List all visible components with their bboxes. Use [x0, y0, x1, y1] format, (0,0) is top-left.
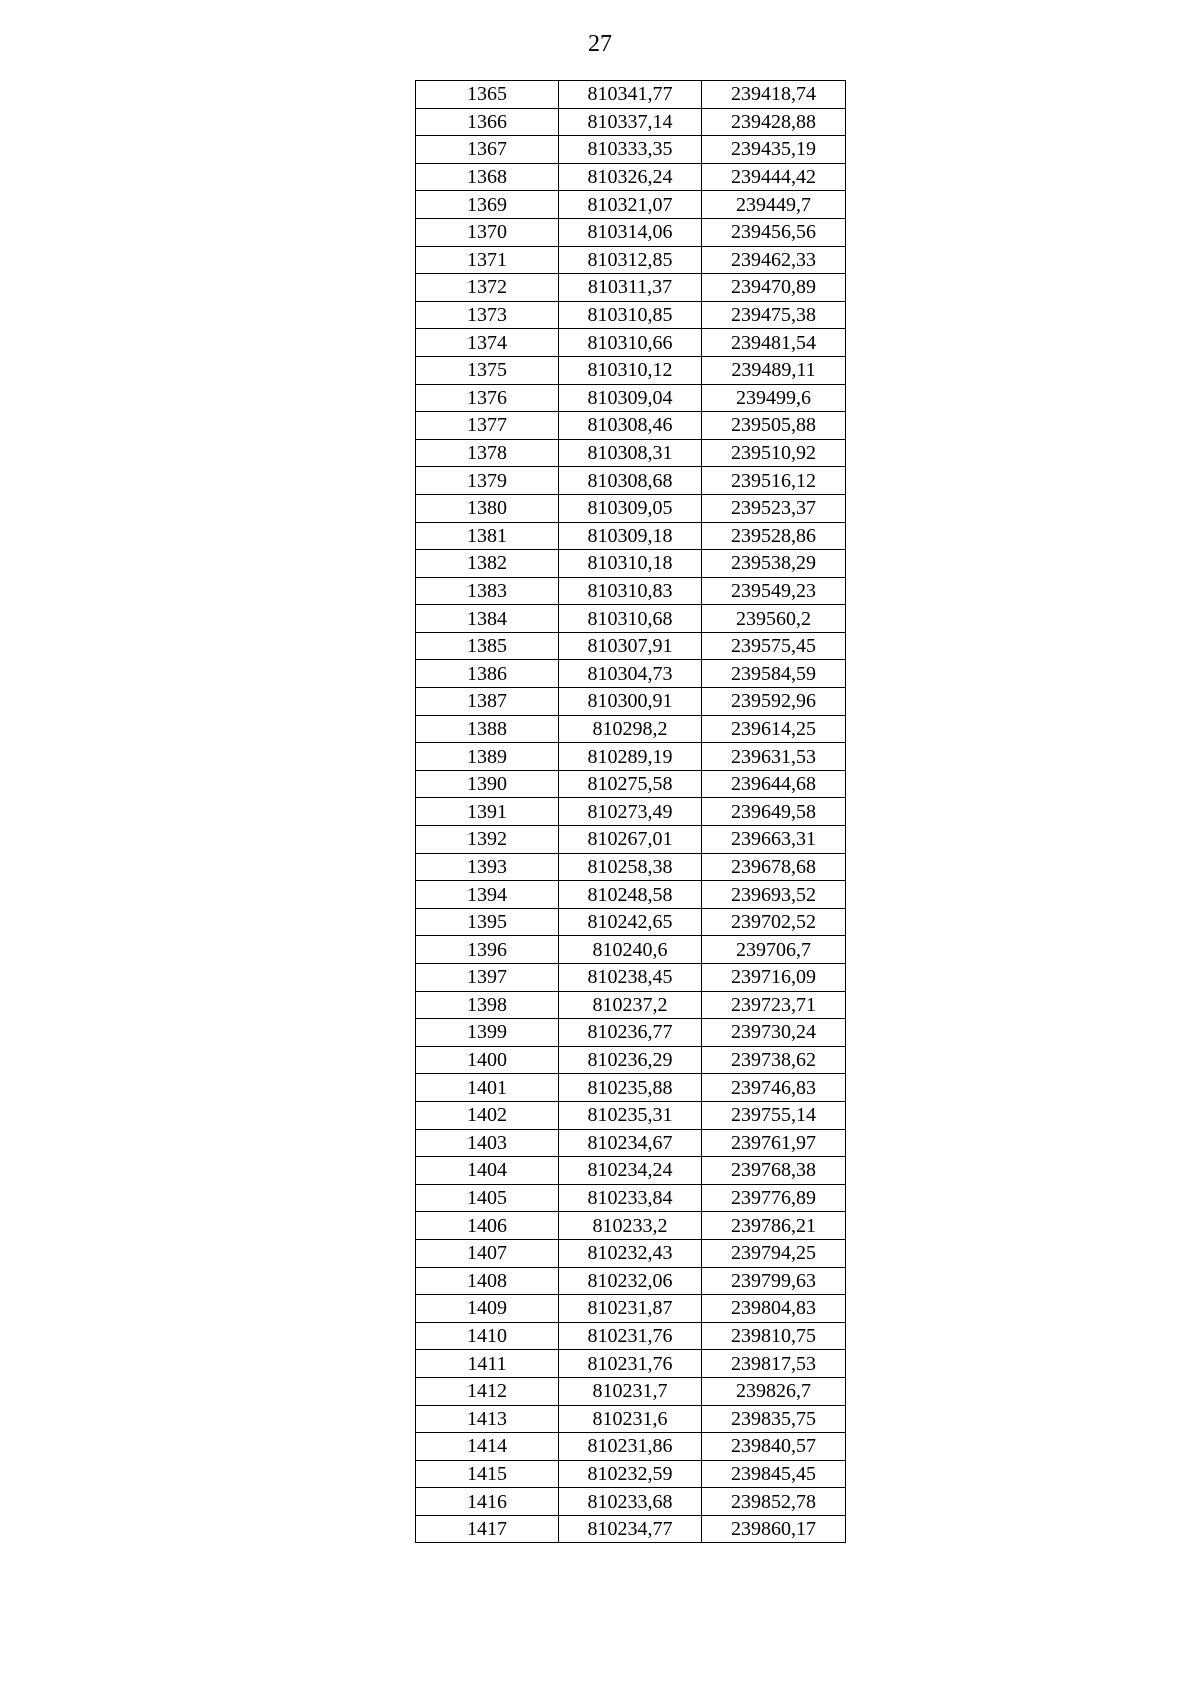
y-coordinate-cell: 239462,33	[702, 246, 846, 274]
table-row	[416, 384, 846, 412]
table-row	[416, 577, 846, 605]
y-coordinate-cell: 239716,09	[702, 964, 846, 992]
x-coordinate-cell: 810310,83	[559, 577, 702, 605]
y-coordinate-cell: 239475,38	[702, 301, 846, 329]
x-coordinate-cell: 810314,06	[559, 218, 702, 246]
table-row	[416, 1350, 846, 1378]
x-coordinate-cell: 810234,24	[559, 1157, 702, 1185]
y-coordinate-cell: 239845,45	[702, 1460, 846, 1488]
table-row	[416, 191, 846, 219]
point-number-cell: 1397	[416, 964, 559, 992]
x-coordinate-cell: 810236,29	[559, 1046, 702, 1074]
point-number-cell: 1367	[416, 136, 559, 164]
point-number-cell: 1365	[416, 81, 559, 109]
page-number: 27	[588, 31, 612, 57]
x-coordinate-cell: 810321,07	[559, 191, 702, 219]
point-number-cell: 1393	[416, 853, 559, 881]
x-coordinate-cell: 810240,6	[559, 936, 702, 964]
x-coordinate-cell: 810337,14	[559, 108, 702, 136]
point-number-cell: 1404	[416, 1157, 559, 1185]
y-coordinate-cell: 239835,75	[702, 1405, 846, 1433]
table-row	[416, 246, 846, 274]
y-coordinate-cell: 239799,63	[702, 1267, 846, 1295]
y-coordinate-cell: 239516,12	[702, 467, 846, 495]
y-coordinate-cell: 239810,75	[702, 1322, 846, 1350]
point-number-cell: 1400	[416, 1046, 559, 1074]
table-row	[416, 1074, 846, 1102]
x-coordinate-cell: 810234,67	[559, 1129, 702, 1157]
y-coordinate-cell: 239481,54	[702, 329, 846, 357]
point-number-cell: 1390	[416, 770, 559, 798]
table-row	[416, 1433, 846, 1461]
x-coordinate-cell: 810307,91	[559, 632, 702, 660]
x-coordinate-cell: 810232,06	[559, 1267, 702, 1295]
x-coordinate-cell: 810233,68	[559, 1488, 702, 1516]
y-coordinate-cell: 239489,11	[702, 356, 846, 384]
point-number-cell: 1402	[416, 1101, 559, 1129]
table-row	[416, 1019, 846, 1047]
x-coordinate-cell: 810309,18	[559, 522, 702, 550]
y-coordinate-cell: 239663,31	[702, 826, 846, 854]
point-number-cell: 1370	[416, 218, 559, 246]
y-coordinate-cell: 239817,53	[702, 1350, 846, 1378]
x-coordinate-cell: 810236,77	[559, 1019, 702, 1047]
y-coordinate-cell: 239584,59	[702, 660, 846, 688]
point-number-cell: 1401	[416, 1074, 559, 1102]
x-coordinate-cell: 810309,05	[559, 494, 702, 522]
x-coordinate-cell: 810258,38	[559, 853, 702, 881]
point-number-cell: 1374	[416, 329, 559, 357]
table-row	[416, 301, 846, 329]
y-coordinate-cell: 239693,52	[702, 881, 846, 909]
y-coordinate-cell: 239768,38	[702, 1157, 846, 1185]
point-number-cell: 1366	[416, 108, 559, 136]
table-row	[416, 439, 846, 467]
x-coordinate-cell: 810308,46	[559, 412, 702, 440]
table-row	[416, 1129, 846, 1157]
point-number-cell: 1382	[416, 550, 559, 578]
point-number-cell: 1403	[416, 1129, 559, 1157]
point-number-cell: 1412	[416, 1377, 559, 1405]
x-coordinate-cell: 810310,18	[559, 550, 702, 578]
x-coordinate-cell: 810312,85	[559, 246, 702, 274]
point-number-cell: 1377	[416, 412, 559, 440]
table-row	[416, 1184, 846, 1212]
table-row	[416, 715, 846, 743]
point-number-cell: 1372	[416, 274, 559, 302]
point-number-cell: 1413	[416, 1405, 559, 1433]
table-row	[416, 218, 846, 246]
y-coordinate-cell: 239706,7	[702, 936, 846, 964]
table-row	[416, 1295, 846, 1323]
y-coordinate-cell: 239418,74	[702, 81, 846, 109]
x-coordinate-cell: 810310,85	[559, 301, 702, 329]
x-coordinate-cell: 810310,68	[559, 605, 702, 633]
table-row	[416, 936, 846, 964]
y-coordinate-cell: 239456,56	[702, 218, 846, 246]
y-coordinate-cell: 239678,68	[702, 853, 846, 881]
y-coordinate-cell: 239444,42	[702, 163, 846, 191]
x-coordinate-cell: 810231,86	[559, 1433, 702, 1461]
y-coordinate-cell: 239614,25	[702, 715, 846, 743]
point-number-cell: 1411	[416, 1350, 559, 1378]
table-row	[416, 136, 846, 164]
x-coordinate-cell: 810248,58	[559, 881, 702, 909]
point-number-cell: 1371	[416, 246, 559, 274]
x-coordinate-cell: 810341,77	[559, 81, 702, 109]
y-coordinate-cell: 239649,58	[702, 798, 846, 826]
x-coordinate-cell: 810234,77	[559, 1515, 702, 1543]
point-number-cell: 1414	[416, 1433, 559, 1461]
x-coordinate-cell: 810231,76	[559, 1322, 702, 1350]
point-number-cell: 1368	[416, 163, 559, 191]
y-coordinate-cell: 239723,71	[702, 991, 846, 1019]
y-coordinate-cell: 239644,68	[702, 770, 846, 798]
point-number-cell: 1405	[416, 1184, 559, 1212]
x-coordinate-cell: 810308,31	[559, 439, 702, 467]
point-number-cell: 1416	[416, 1488, 559, 1516]
x-coordinate-cell: 810267,01	[559, 826, 702, 854]
table-row	[416, 1212, 846, 1240]
table-row	[416, 1460, 846, 1488]
table-row	[416, 798, 846, 826]
point-number-cell: 1378	[416, 439, 559, 467]
x-coordinate-cell: 810232,43	[559, 1239, 702, 1267]
x-coordinate-cell: 810231,6	[559, 1405, 702, 1433]
y-coordinate-cell: 239435,19	[702, 136, 846, 164]
coordinates-table	[415, 80, 846, 1543]
point-number-cell: 1410	[416, 1322, 559, 1350]
y-coordinate-cell: 239560,2	[702, 605, 846, 633]
coordinates-table-body	[416, 81, 846, 1543]
point-number-cell: 1386	[416, 660, 559, 688]
table-row	[416, 274, 846, 302]
y-coordinate-cell: 239449,7	[702, 191, 846, 219]
point-number-cell: 1395	[416, 908, 559, 936]
point-number-cell: 1389	[416, 743, 559, 771]
x-coordinate-cell: 810275,58	[559, 770, 702, 798]
point-number-cell: 1385	[416, 632, 559, 660]
point-number-cell: 1376	[416, 384, 559, 412]
table-row	[416, 356, 846, 384]
table-row	[416, 81, 846, 109]
point-number-cell: 1381	[416, 522, 559, 550]
point-number-cell: 1396	[416, 936, 559, 964]
x-coordinate-cell: 810300,91	[559, 688, 702, 716]
x-coordinate-cell: 810232,59	[559, 1460, 702, 1488]
y-coordinate-cell: 239510,92	[702, 439, 846, 467]
y-coordinate-cell: 239702,52	[702, 908, 846, 936]
table-row	[416, 108, 846, 136]
point-number-cell: 1394	[416, 881, 559, 909]
x-coordinate-cell: 810311,37	[559, 274, 702, 302]
y-coordinate-cell: 239538,29	[702, 550, 846, 578]
table-row	[416, 853, 846, 881]
table-row	[416, 1157, 846, 1185]
point-number-cell: 1409	[416, 1295, 559, 1323]
y-coordinate-cell: 239575,45	[702, 632, 846, 660]
x-coordinate-cell: 810326,24	[559, 163, 702, 191]
x-coordinate-cell: 810231,76	[559, 1350, 702, 1378]
point-number-cell: 1375	[416, 356, 559, 384]
point-number-cell: 1406	[416, 1212, 559, 1240]
point-number-cell: 1407	[416, 1239, 559, 1267]
point-number-cell: 1369	[416, 191, 559, 219]
x-coordinate-cell: 810273,49	[559, 798, 702, 826]
point-number-cell: 1379	[416, 467, 559, 495]
y-coordinate-cell: 239804,83	[702, 1295, 846, 1323]
point-number-cell: 1380	[416, 494, 559, 522]
table-row	[416, 770, 846, 798]
table-row	[416, 467, 846, 495]
x-coordinate-cell: 810231,87	[559, 1295, 702, 1323]
point-number-cell: 1408	[416, 1267, 559, 1295]
x-coordinate-cell: 810231,7	[559, 1377, 702, 1405]
x-coordinate-cell: 810289,19	[559, 743, 702, 771]
y-coordinate-cell: 239631,53	[702, 743, 846, 771]
x-coordinate-cell: 810233,84	[559, 1184, 702, 1212]
x-coordinate-cell: 810238,45	[559, 964, 702, 992]
x-coordinate-cell: 810304,73	[559, 660, 702, 688]
x-coordinate-cell: 810235,88	[559, 1074, 702, 1102]
table-row	[416, 1101, 846, 1129]
table-row	[416, 688, 846, 716]
x-coordinate-cell: 810309,04	[559, 384, 702, 412]
table-row	[416, 1267, 846, 1295]
table-row	[416, 1515, 846, 1543]
x-coordinate-cell: 810333,35	[559, 136, 702, 164]
table-row	[416, 522, 846, 550]
y-coordinate-cell: 239860,17	[702, 1515, 846, 1543]
x-coordinate-cell: 810237,2	[559, 991, 702, 1019]
y-coordinate-cell: 239549,23	[702, 577, 846, 605]
y-coordinate-cell: 239730,24	[702, 1019, 846, 1047]
y-coordinate-cell: 239761,97	[702, 1129, 846, 1157]
y-coordinate-cell: 239776,89	[702, 1184, 846, 1212]
y-coordinate-cell: 239528,86	[702, 522, 846, 550]
y-coordinate-cell: 239505,88	[702, 412, 846, 440]
point-number-cell: 1415	[416, 1460, 559, 1488]
table-row	[416, 660, 846, 688]
table-row	[416, 494, 846, 522]
y-coordinate-cell: 239794,25	[702, 1239, 846, 1267]
y-coordinate-cell: 239840,57	[702, 1433, 846, 1461]
table-row	[416, 1488, 846, 1516]
y-coordinate-cell: 239523,37	[702, 494, 846, 522]
x-coordinate-cell: 810298,2	[559, 715, 702, 743]
table-row	[416, 1377, 846, 1405]
y-coordinate-cell: 239738,62	[702, 1046, 846, 1074]
x-coordinate-cell: 810233,2	[559, 1212, 702, 1240]
table-row	[416, 1405, 846, 1433]
point-number-cell: 1373	[416, 301, 559, 329]
point-number-cell: 1399	[416, 1019, 559, 1047]
table-row	[416, 632, 846, 660]
point-number-cell: 1387	[416, 688, 559, 716]
point-number-cell: 1388	[416, 715, 559, 743]
table-row	[416, 826, 846, 854]
table-row	[416, 991, 846, 1019]
y-coordinate-cell: 239746,83	[702, 1074, 846, 1102]
point-number-cell: 1384	[416, 605, 559, 633]
table-row	[416, 1046, 846, 1074]
point-number-cell: 1417	[416, 1515, 559, 1543]
table-row	[416, 550, 846, 578]
table-row	[416, 1322, 846, 1350]
y-coordinate-cell: 239852,78	[702, 1488, 846, 1516]
table-row	[416, 329, 846, 357]
x-coordinate-cell: 810308,68	[559, 467, 702, 495]
x-coordinate-cell: 810242,65	[559, 908, 702, 936]
table-row	[416, 908, 846, 936]
point-number-cell: 1392	[416, 826, 559, 854]
table-row	[416, 412, 846, 440]
point-number-cell: 1398	[416, 991, 559, 1019]
y-coordinate-cell: 239786,21	[702, 1212, 846, 1240]
point-number-cell: 1383	[416, 577, 559, 605]
table-row	[416, 881, 846, 909]
y-coordinate-cell: 239826,7	[702, 1377, 846, 1405]
y-coordinate-cell: 239428,88	[702, 108, 846, 136]
table-row	[416, 163, 846, 191]
table-row	[416, 964, 846, 992]
y-coordinate-cell: 239470,89	[702, 274, 846, 302]
table-row	[416, 605, 846, 633]
point-number-cell: 1391	[416, 798, 559, 826]
table-row	[416, 1239, 846, 1267]
y-coordinate-cell: 239592,96	[702, 688, 846, 716]
x-coordinate-cell: 810310,66	[559, 329, 702, 357]
y-coordinate-cell: 239755,14	[702, 1101, 846, 1129]
y-coordinate-cell: 239499,6	[702, 384, 846, 412]
table-row	[416, 743, 846, 771]
x-coordinate-cell: 810235,31	[559, 1101, 702, 1129]
x-coordinate-cell: 810310,12	[559, 356, 702, 384]
